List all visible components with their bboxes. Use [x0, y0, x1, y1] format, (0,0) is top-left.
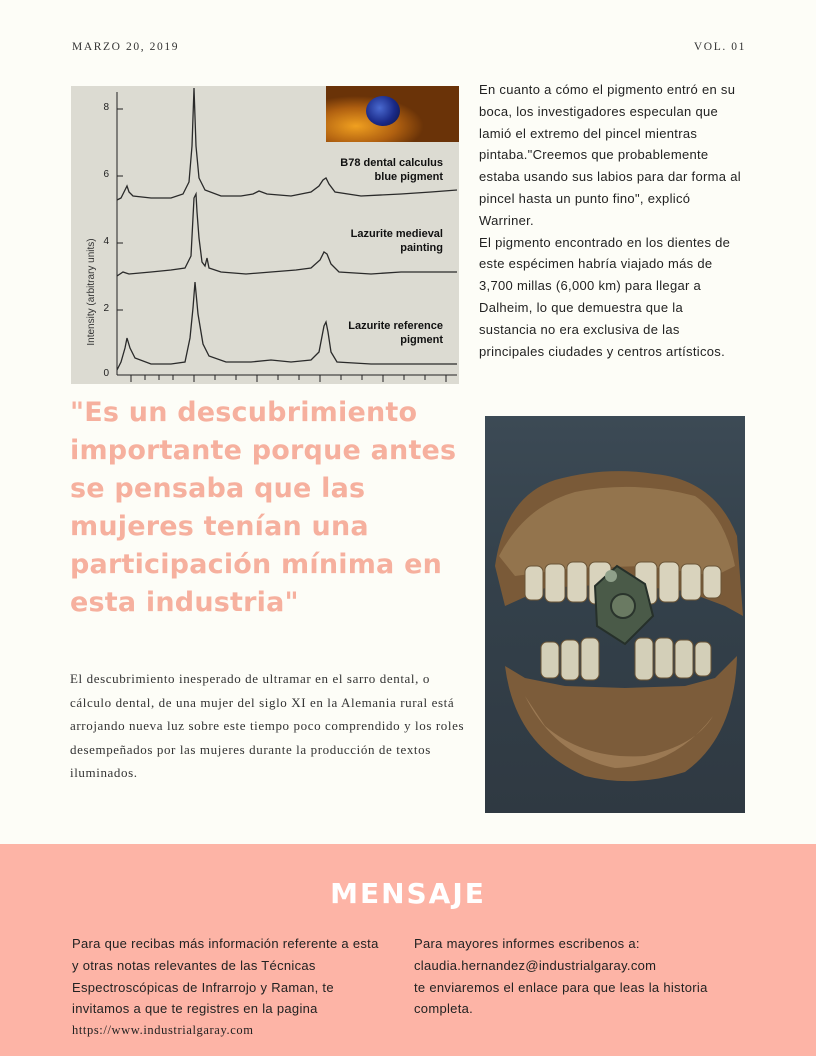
footer-line: y otras notas relevantes de las Técnicas [72, 957, 316, 973]
legend-reference-pigment [348, 319, 443, 347]
footer-title: MENSAJE [330, 877, 486, 910]
legend-line: B78 dental calculus [340, 157, 443, 169]
legend-line: painting [400, 242, 443, 254]
volume-number: VOL. 01 [693, 41, 746, 53]
issue-date: MARZO 20, 2019 [72, 41, 180, 53]
paragraph: En cuanto a cómo el pigmento entró en su boca, los investigadores especulan que lamió el extremo del pincel mientras pintaba."Creemos que probablemente estaba usando sus labios para dar forma al pincel hasta un punto fino", explicó Warriner. [479, 82, 741, 228]
legend-line: pigment [400, 334, 443, 346]
legend-line: Lazurite medieval [350, 228, 443, 240]
footer-line: te enviaremos el enlace para que leas la historia [414, 979, 708, 995]
footer-left-text [72, 933, 402, 1042]
footer-line: Para mayores informes escribenos a: [414, 936, 640, 951]
y-tick-6: 6 [103, 169, 109, 180]
raman-spectrum-figure [71, 86, 459, 384]
website-link[interactable]: https://www.industrialgaray.com [72, 1023, 254, 1038]
footer-band [0, 844, 816, 1056]
email-link[interactable]: claudia.hernandez@industrialgaray.com [414, 957, 657, 973]
legend-dental-calculus [340, 156, 443, 184]
y-tick-2: 2 [103, 303, 109, 314]
footer-right-text [414, 933, 744, 1020]
y-tick-8: 8 [103, 102, 109, 113]
blue-pigment-photo [326, 86, 459, 142]
footer-line: Espectroscópicas de Infrarrojo y Raman, te [72, 979, 334, 995]
body-paragraph: El descubrimiento inesperado de ultramar en el sarro dental, o cálculo dental, de una mujer del siglo XI en la Alemania rural está arrojando nueva luz sobre este tiempo poco comprendido y los roles desempeñados por las mujeres durante la producción de textos iluminados. [70, 671, 465, 780]
right-column-text [479, 79, 741, 362]
y-tick-4: 4 [103, 236, 109, 247]
footer-line: completa. [414, 1001, 474, 1017]
skull-teeth-photo [485, 416, 745, 813]
paragraph: El pigmento encontrado en los dientes de este espécimen habría viajado más de 3,700 millas (6,000 km) para llegar a Dalheim, lo que demuestra que la sustancia no era exclusiva de las principales ciudades y centros artísticos. [479, 234, 731, 359]
legend-medieval-painting [351, 227, 443, 255]
y-tick-0: 0 [103, 368, 109, 379]
footer-line: invitamos a que te registres en la pagina [72, 1001, 318, 1017]
legend-line: Lazurite reference [348, 320, 443, 332]
y-axis-label: Intensity (arbitrary units) [86, 238, 97, 346]
legend-line: blue pigment [374, 171, 443, 183]
footer-line: Para que recibas más información referente a esta [72, 936, 379, 951]
pull-quote: "Es un descubrimiento importante porque antes se pensaba que las mujeres tenían una participación mínima en esta industria" [70, 397, 457, 618]
